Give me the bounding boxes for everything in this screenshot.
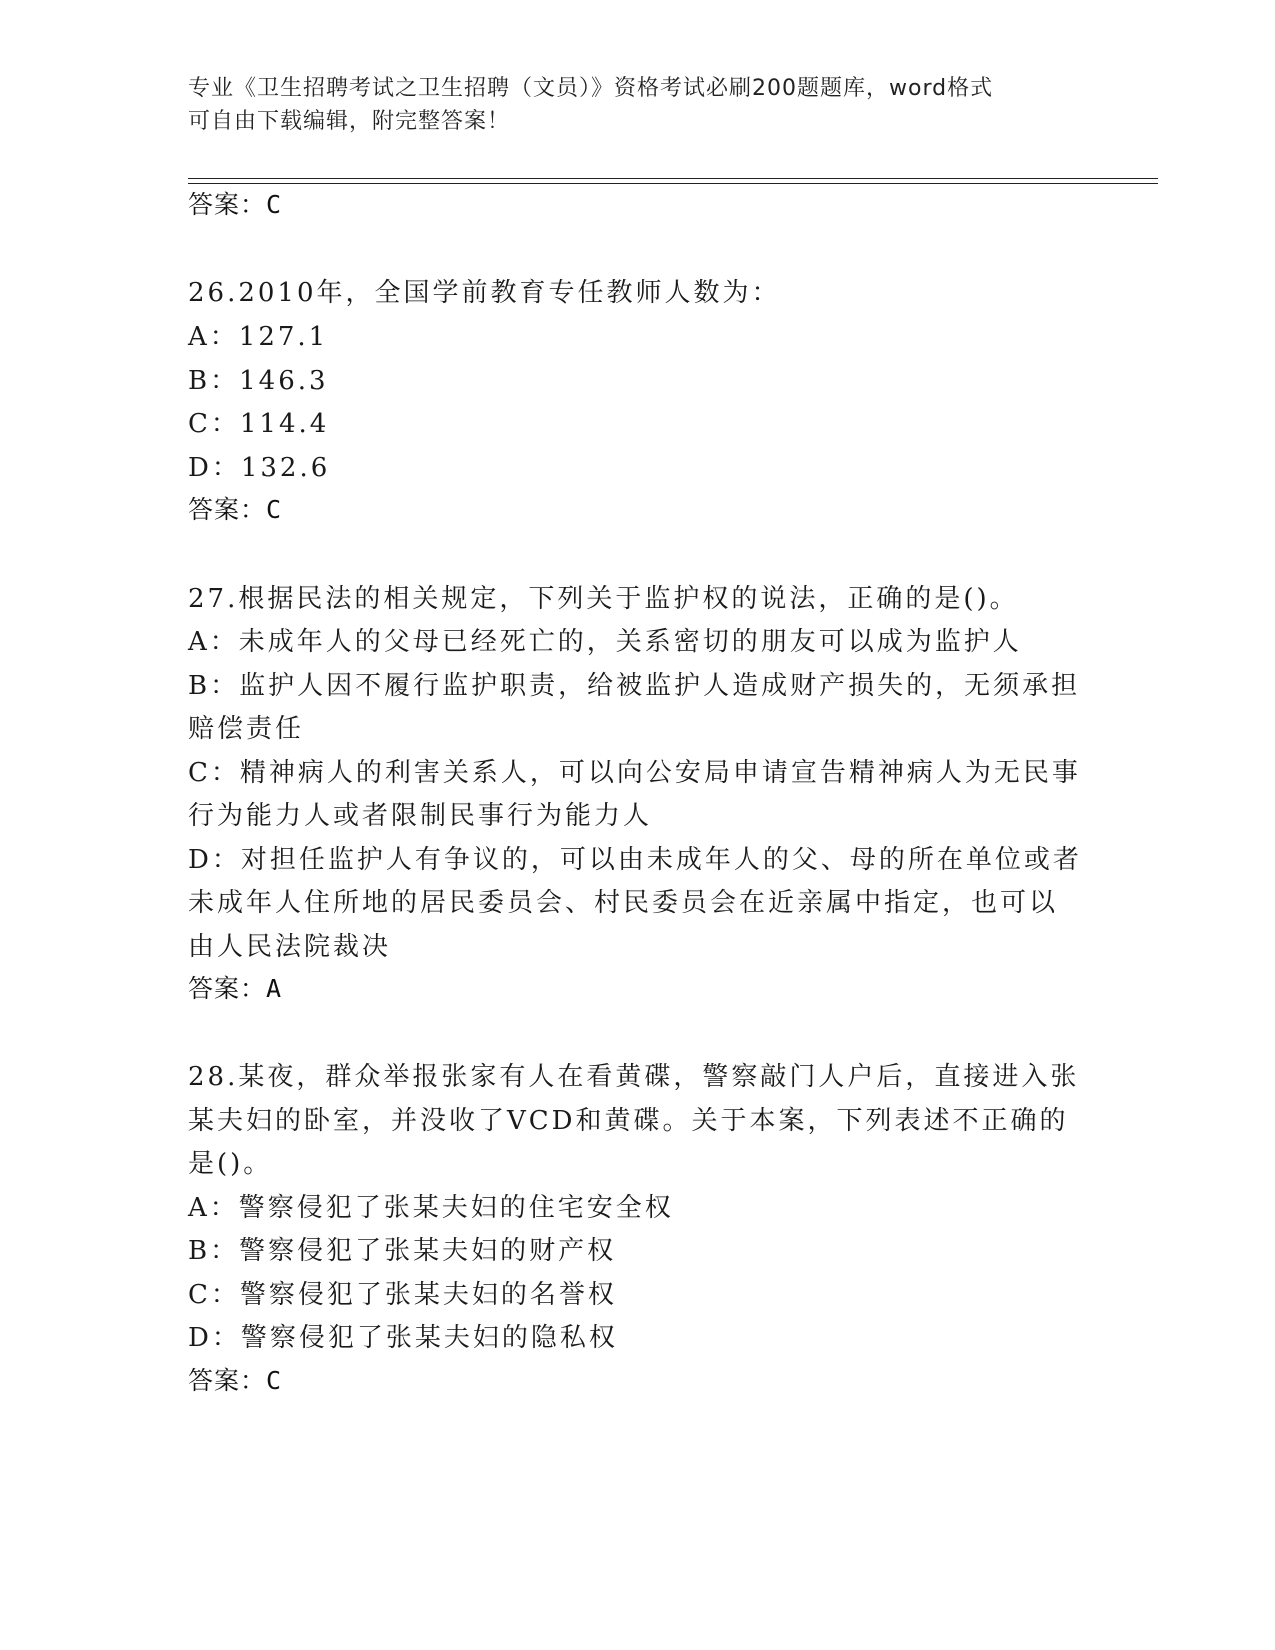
question-27-option-d-line-3: 由人民法院裁决 — [188, 932, 392, 962]
question-26-option-a: A：127.1 — [188, 322, 329, 352]
question-26-option-d: D：132.6 — [188, 453, 331, 483]
question-28-option-c: C：警察侵犯了张某夫妇的名誉权 — [188, 1280, 617, 1310]
question-27-option-d-line-2: 未成年人住所地的居民委员会、村民委员会在近亲属中指定，也可以 — [188, 888, 1059, 918]
question-27-option-c-line-1: C：精神病人的利害关系人，可以向公安局申请宣告精神病人为无民事 — [188, 758, 1081, 788]
question-27-option-a: A：未成年人的父母已经死亡的，关系密切的朋友可以成为监护人 — [188, 627, 1022, 657]
question-26-option-c: C：114.4 — [188, 409, 330, 439]
question-28-option-d: D：警察侵犯了张某夫妇的隐私权 — [188, 1323, 618, 1353]
question-28-stem-line-3: 是()。 — [188, 1149, 273, 1179]
question-27-answer: 答案：A — [188, 974, 283, 1003]
header-line-1: 专业《卫生招聘考试之卫生招聘（文员）》资格考试必刷200题题库，word格式 — [188, 76, 994, 101]
question-28-stem-line-1: 28.某夜，群众举报张家有人在看黄碟，警察敲门人户后，直接进入张 — [188, 1062, 1080, 1092]
question-28-option-b: B：警察侵犯了张某夫妇的财产权 — [188, 1236, 617, 1266]
header-divider-bottom — [188, 183, 1158, 184]
question-28-stem-line-2: 某夫妇的卧室，并没收了VCD和黄碟。关于本案，下列表述不正确的 — [188, 1106, 1069, 1136]
question-27-option-c-line-2: 行为能力人或者限制民事行为能力人 — [188, 801, 653, 831]
header-line-2: 可自由下载编辑，附完整答案！ — [188, 109, 511, 134]
question-26-option-b: B：146.3 — [188, 366, 329, 396]
question-26-stem: 26.2010年，全国学前教育专任教师人数为： — [188, 278, 781, 308]
question-27-option-d-line-1: D：对担任监护人有争议的，可以由未成年人的父、母的所在单位或者 — [188, 845, 1082, 875]
question-28-answer: 答案：C — [188, 1366, 283, 1395]
question-28-option-a: A：警察侵犯了张某夫妇的住宅安全权 — [188, 1193, 674, 1223]
question-27-option-b-line-1: B：监护人因不履行监护职责，给被监护人造成财产损失的，无须承担 — [188, 671, 1081, 701]
document-header — [188, 72, 1068, 138]
question-27-option-b-line-2: 赔偿责任 — [188, 714, 305, 744]
question-27-stem: 27.根据民法的相关规定，下列关于监护权的说法，正确的是()。 — [188, 584, 1019, 614]
header-divider-top — [188, 178, 1158, 179]
question-26-answer: 答案：C — [188, 495, 283, 524]
previous-answer: 答案：C — [188, 190, 283, 219]
